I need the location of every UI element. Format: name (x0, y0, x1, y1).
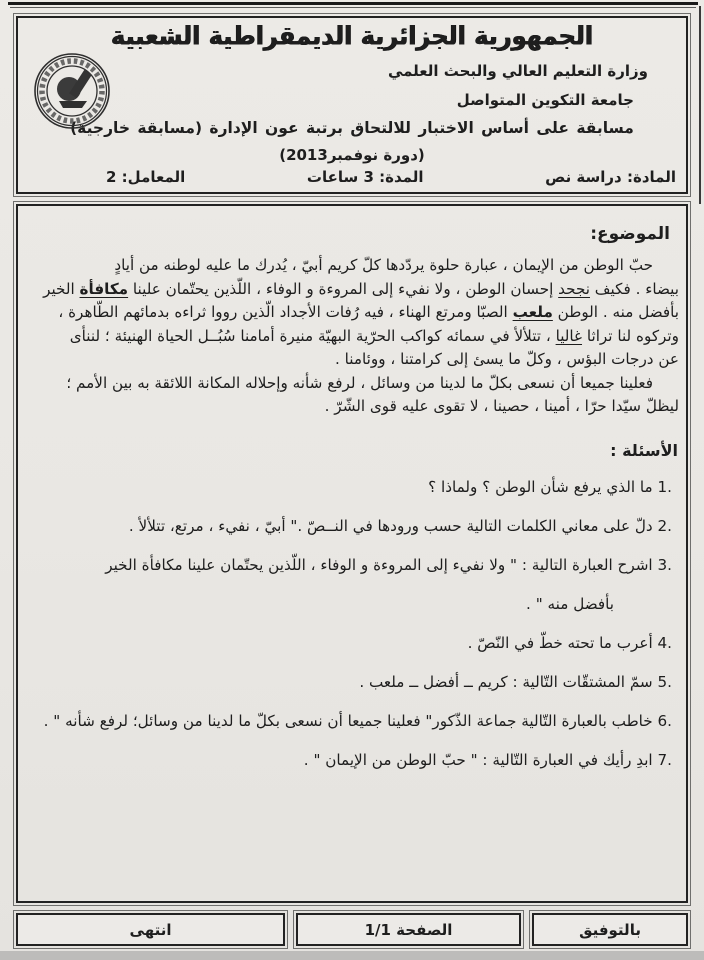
footer-good-luck-box (529, 910, 691, 949)
question-line (28, 631, 672, 655)
footer-row (13, 910, 691, 949)
subject-field: المادة: دراسة نص (545, 168, 676, 186)
question-text: بأفضل منه " . (526, 594, 614, 613)
question-line (28, 475, 672, 499)
question-item (28, 475, 672, 499)
questions-heading: الأسئلة : (610, 440, 678, 460)
topic-heading: الموضوع: (590, 224, 670, 244)
question-line (28, 514, 672, 538)
scan-bottom-edge (0, 951, 704, 960)
header-box-inner (16, 16, 688, 194)
question-text: اشرح العبارة التالية : " ولا نفيء إلى المروءة و الوفاء ، اللّذين يحتّمان علينا مكافأة الخير (105, 555, 653, 574)
question-text: ما الذي يرفع شأن الوطن ؟ ولماذا ؟ (428, 477, 653, 496)
essay-segment: عن درجات البؤس ، وكلّ ما يسئ إلى كرامتنا ، ووئامنا . (335, 350, 679, 368)
essay-segment: ، تتلألأ في سمائه كواكب الحرّية البهيّة منيرة أمامنا سُبُــل الحياة الهنيئة ؛ لننأى (69, 326, 556, 345)
essay-text (25, 254, 679, 419)
question-number: 4. (657, 633, 672, 652)
question-line (28, 592, 672, 616)
question-text: خاطب بالعبارة التّالية جماعة الذّكور" فعلينا جميعا أن نسعى بكلّ ما لدينا من وسائل؛ لرفع شأنه " . (43, 711, 653, 730)
essay-segment: الصبّا ومرتع الهناء ، فيه رُفات الأجداد الّذين رووا ثراءه بدمائهم الطّاهرة ، (58, 303, 513, 321)
essay-line (25, 301, 679, 325)
good-luck-label: بالتوفيق (579, 920, 641, 939)
question-number: 3. (657, 555, 672, 574)
essay-segment: بأفضل منه . الوطن (552, 303, 679, 321)
question-item (28, 514, 672, 538)
essay-line (25, 254, 679, 278)
question-text: سمّ المشتقّات التّالية : كريم ــ أفضل ــ ملعب . (359, 672, 653, 691)
question-text: أعرب ما تحته خطّ في النّصّ . (467, 633, 653, 652)
university-line: جامعة التكوين المتواصل (456, 91, 634, 109)
question-item (28, 670, 672, 694)
coefficient-field: المعامل: 2 (106, 168, 186, 186)
underlined-word: غاليا (555, 326, 583, 345)
question-line (28, 670, 672, 694)
question-item (28, 553, 672, 616)
question-item (28, 631, 672, 655)
footer-end-box (13, 910, 288, 949)
essay-segment: إحسان الوطن ، ولا نفيء إلى المروءة و الوفاء ، اللّذين يحتّمان علينا (128, 279, 559, 298)
essay-line (25, 395, 679, 419)
underlined-word: ملعب (512, 303, 553, 321)
exam-title-line: مسابقة على أساس الاختبار للالتحاق برتبة عون الإدارة (مسابقة خارجية) (70, 119, 634, 137)
question-number: 7. (657, 750, 672, 769)
exam-body-inner (16, 204, 688, 903)
session-line: (دورة نوفمبر2013) (279, 146, 425, 164)
question-number: 5. (657, 672, 672, 691)
questions-list (28, 475, 672, 772)
exam-info-row (18, 168, 686, 186)
question-item (28, 748, 672, 772)
underlined-word: نجحد (558, 279, 590, 298)
scan-top-edge (8, 2, 698, 5)
duration-field: المدة: 3 ساعات (306, 168, 424, 186)
essay-segment: فعلينا جميعا أن نسعى بكلّ ما لدينا من وسائل ، لرفع شأنه وإحلاله المكانة اللائقة به بين الأمم ؛ (66, 373, 653, 392)
footer-page-box (293, 910, 524, 949)
header-box (13, 13, 691, 197)
page-number-label: الصفحة 1/1 (364, 920, 453, 939)
essay-segment: ليظلّ سيّدا حرّا ، أمينا ، حصينا ، لا تقوى عليه قوى الشّرّ . (324, 397, 679, 415)
scan-right-edge (699, 6, 701, 204)
question-number: 6. (657, 711, 672, 730)
question-text: دلّ على معاني الكلمات التالية حسب ورودها في النــصّ ." أبيّ ، نفيء ، مرتع، تتلألأ . (128, 516, 653, 535)
essay-segment: وتركوه لنا تراثا (582, 326, 679, 345)
essay-line (25, 372, 679, 396)
exam-body-box (13, 201, 691, 906)
question-line (28, 748, 672, 772)
essay-segment: الخير (43, 279, 80, 298)
essay-line (25, 325, 679, 349)
end-label: انتهى (129, 920, 172, 939)
question-number: 2. (657, 516, 672, 535)
essay-line (25, 278, 679, 302)
question-item (28, 709, 672, 733)
question-line (28, 709, 672, 733)
scan-top-edge-thin (10, 7, 696, 8)
republic-title: الجمهورية الجزائرية الديمقراطية الشعبية (110, 20, 594, 52)
question-line (28, 553, 672, 577)
essay-segment: حبّ الوطن من الإيمان ، عبارة حلوة يردّدها كلّ كريم أبيّ ، يُدرك ما عليه لوطنه من أيادٍ (114, 256, 653, 274)
underlined-word: مكافأة (79, 279, 129, 298)
essay-line (25, 348, 679, 372)
question-text: ابدِ رأيك في العبارة التّالية : " حبّ الوطن من الإيمان " . (303, 750, 653, 769)
essay-segment: بيضاء . فكيف (589, 279, 679, 298)
question-number: 1. (657, 477, 672, 496)
ministry-line: وزارة التعليم العالي والبحث العلمي (387, 62, 648, 80)
university-seal-icon (32, 50, 112, 132)
